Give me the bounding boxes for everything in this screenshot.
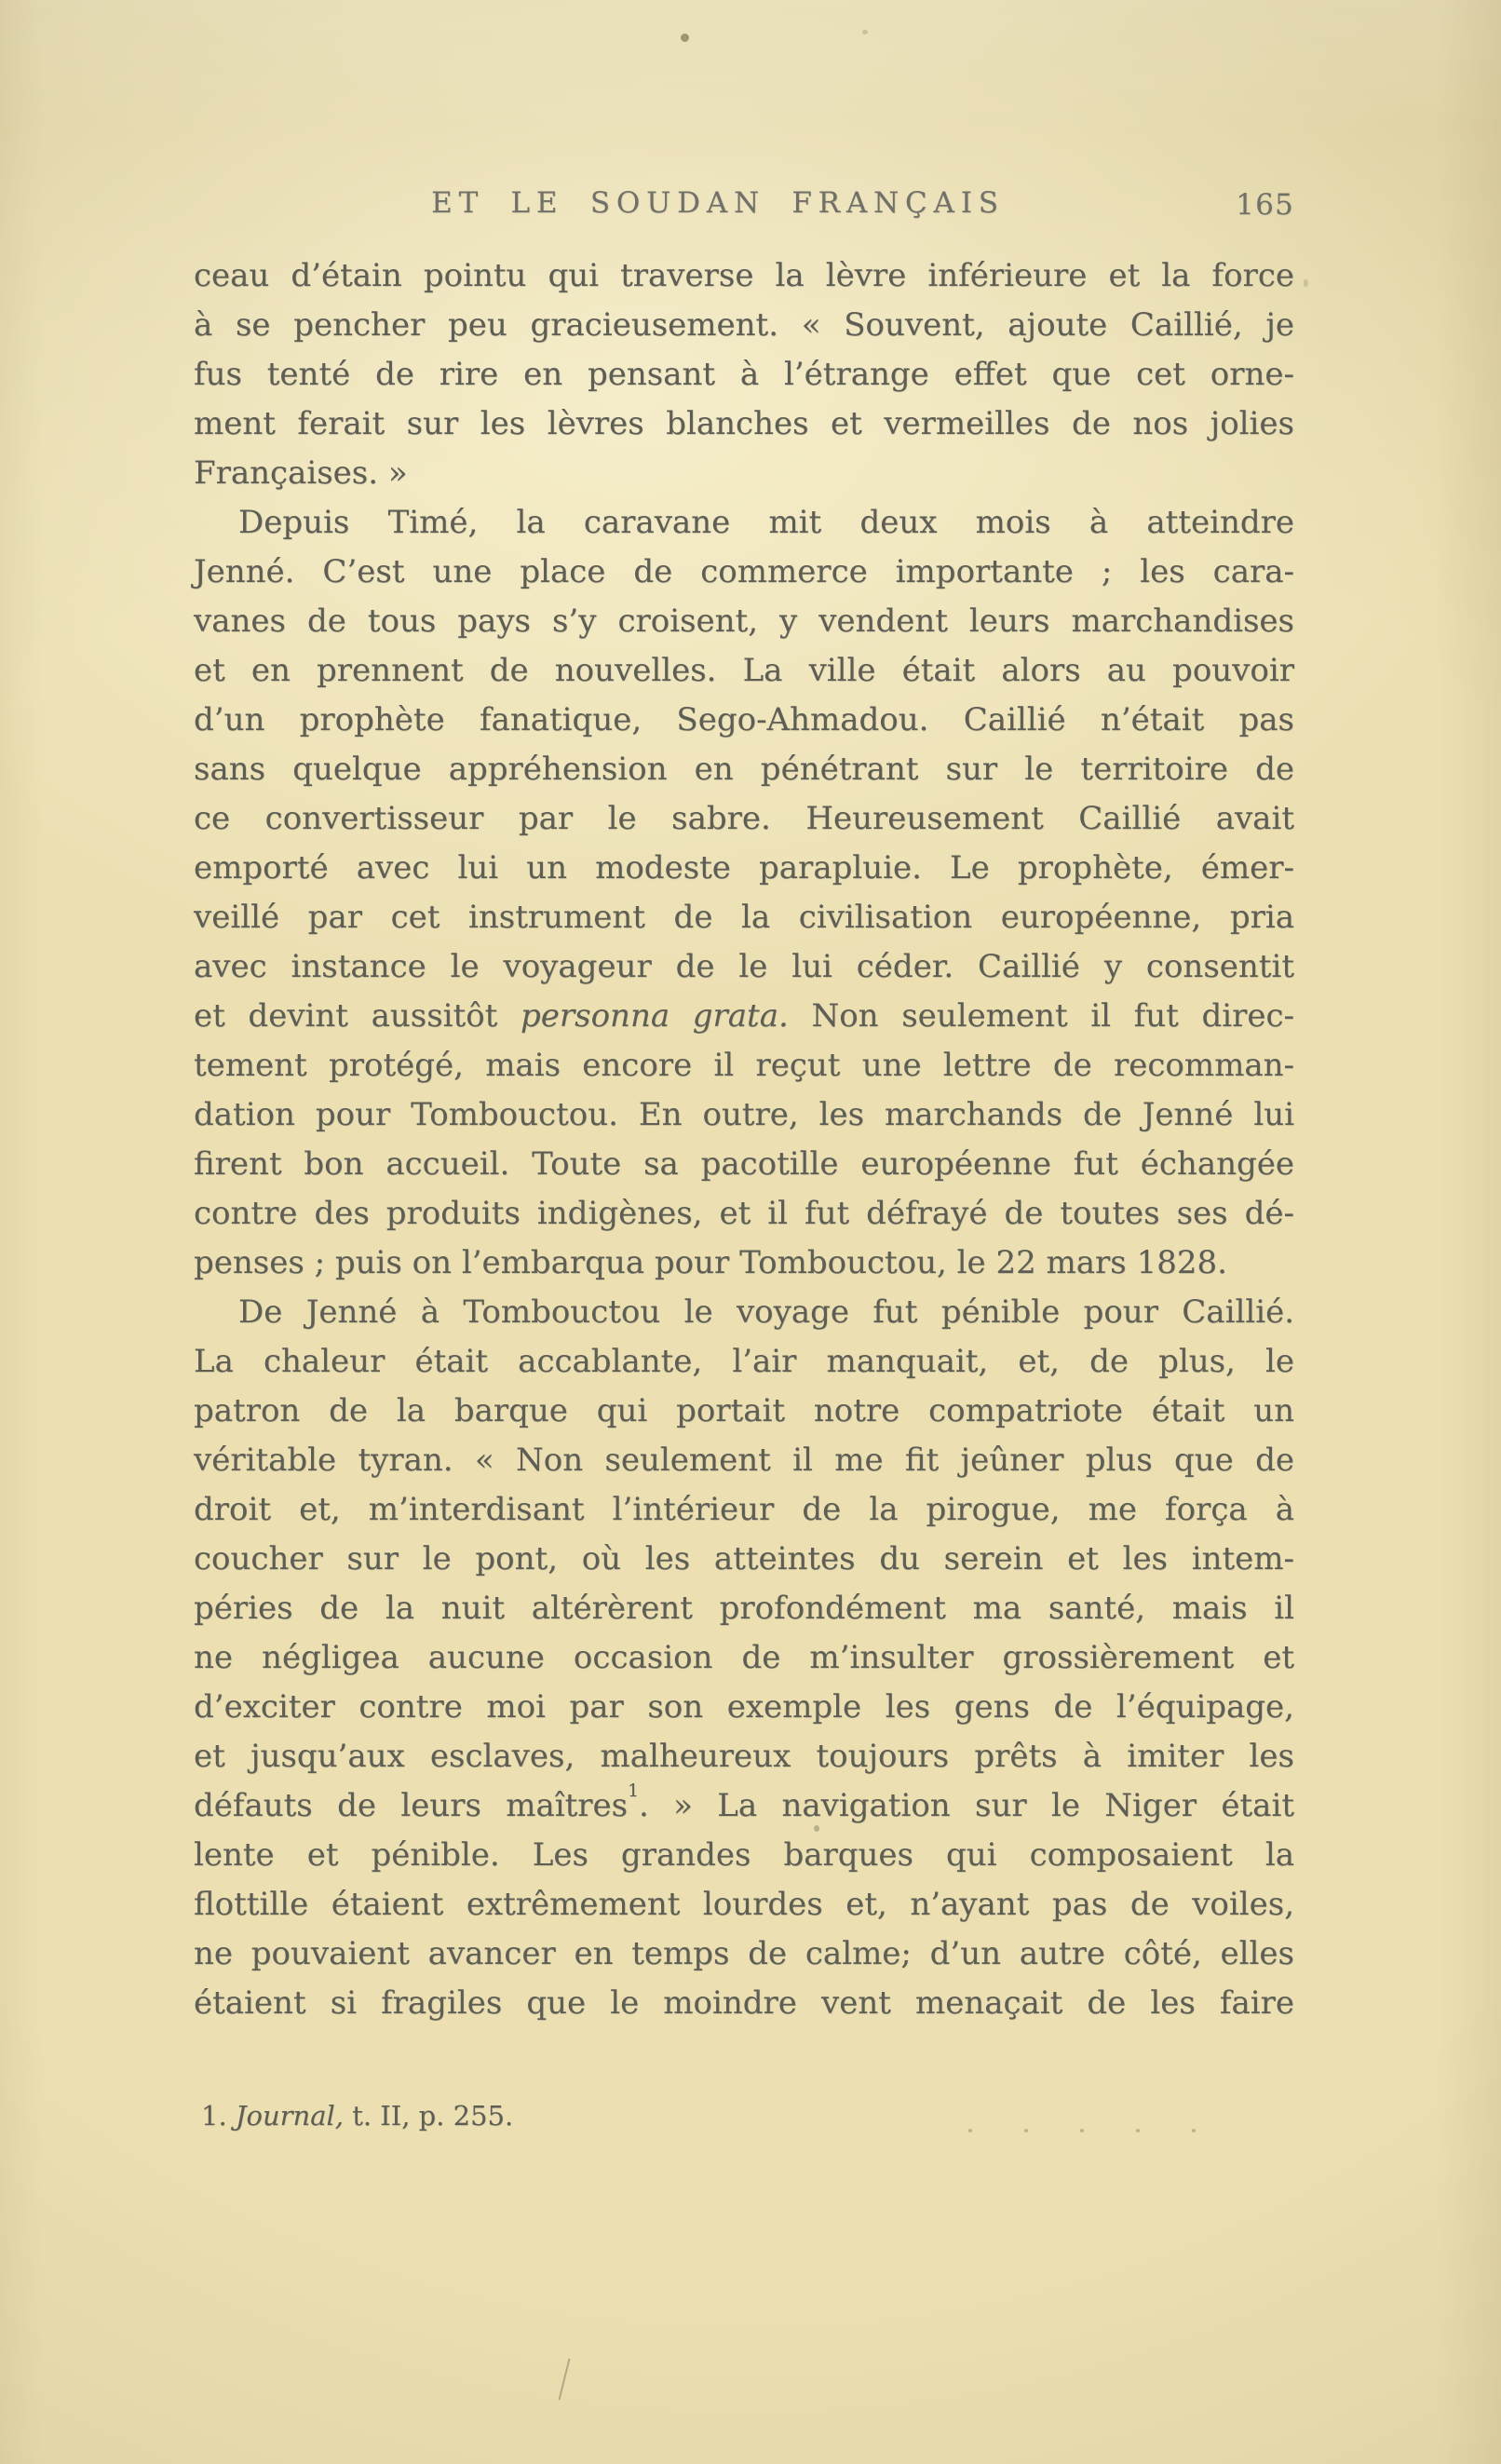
- text-line: et en prennent de nouvelles. La ville était alors au pouvoir: [194, 652, 1294, 689]
- text-line: veillé par cet instrument de la civilisation européenne, pria: [194, 899, 1294, 936]
- page-number: 165: [1236, 188, 1294, 222]
- paper-speck: [862, 30, 868, 34]
- text-line: penses ; puis on l’embarqua pour Tombouctou, le 22 mars 1828.: [194, 1244, 1227, 1281]
- text-line: Depuis Timé, la caravane mit deux mois à atteindre: [238, 504, 1294, 541]
- text-line: ceau d’étain pointu qui traverse la lèvre inférieure et la force: [194, 257, 1294, 294]
- text-line: fus tenté de rire en pensant à l’étrange effet que cet orne-: [194, 356, 1294, 393]
- text-line: étaient si fragiles que le moindre vent menaçait de les faire: [194, 1984, 1294, 2022]
- text-line: De Jenné à Tombouctou le voyage fut pénible pour Caillié.: [238, 1293, 1294, 1331]
- paper-speck: [1304, 279, 1308, 287]
- text-line: vanes de tous pays s’y croisent, y vendent leurs marchandises: [194, 602, 1294, 640]
- paper-speck: [814, 1825, 819, 1832]
- text-line: droit et, m’interdisant l’intérieur de la pirogue, me força à: [194, 1491, 1294, 1528]
- paper-marks: [968, 2129, 1276, 2136]
- text-line: firent bon accueil. Toute sa pacotille européenne fut échangée: [194, 1145, 1294, 1183]
- text-line: ne négligea aucune occasion de m’insulter grossièrement et: [194, 1639, 1294, 1676]
- text-line: et jusqu’aux esclaves, malheureux toujours prêts à imiter les: [194, 1738, 1294, 1775]
- text-line: avec instance le voyageur de le lui céder. Caillié y consentit: [194, 948, 1294, 985]
- text-line: dation pour Tombouctou. En outre, les marchands de Jenné lui: [194, 1096, 1294, 1133]
- text-line: Françaises. »: [194, 454, 408, 492]
- text-line: péries de la nuit altérèrent profondément ma santé, mais il: [194, 1590, 1294, 1627]
- text-line: ce convertisseur par le sabre. Heureusement Caillié avait: [194, 800, 1294, 837]
- text-line: emporté avec lui un modeste parapluie. Le prophète, émer-: [194, 849, 1294, 887]
- text-line: ment ferait sur les lèvres blanches et vermeilles de nos jolies: [194, 405, 1294, 442]
- text-line: La chaleur était accablante, l’air manquait, et, de plus, le: [194, 1343, 1294, 1380]
- text-line: tement protégé, mais encore il reçut une lettre de recomman-: [194, 1047, 1294, 1084]
- text-line: flottille étaient extrêmement lourdes et, n’ayant pas de voiles,: [194, 1886, 1294, 1923]
- text-line: contre des produits indigènes, et il fut défrayé de toutes ses dé-: [194, 1195, 1294, 1232]
- paragraph: [194, 1288, 1294, 2028]
- paragraph: [194, 251, 1294, 498]
- text-line: à se pencher peu gracieusement. « Souvent, ajoute Caillié, je: [194, 306, 1294, 344]
- text-line: sans quelque appréhension en pénétrant sur le territoire de: [194, 751, 1294, 788]
- text-line: d’un prophète fanatique, Sego-Ahmadou. Caillié n’était pas: [194, 701, 1294, 738]
- text-line: et devint aussitôt personna grata. Non seulement il fut direc-: [194, 997, 1294, 1035]
- paragraph: [194, 498, 1294, 1288]
- text-line: lente et pénible. Les grandes barques qui composaient la: [194, 1836, 1294, 1874]
- text-line: patron de la barque qui portait notre compatriote était un: [194, 1392, 1294, 1429]
- text-line: défauts de leurs maîtres$^1$. » La navigation sur le Niger était: [194, 1781, 1294, 1824]
- running-title: ET LE SOUDAN FRANÇAIS: [431, 186, 1005, 220]
- text-line: d’exciter contre moi par son exemple les gens de l’équipage,: [194, 1688, 1294, 1726]
- paper-scratch: [558, 2358, 570, 2400]
- paper-speck: [681, 34, 689, 42]
- text-line: véritable tyran. « Non seulement il me fit jeûner plus que de: [194, 1442, 1294, 1479]
- page-body: [194, 251, 1294, 2028]
- text-line: coucher sur le pont, où les atteintes du serein et les intem-: [194, 1540, 1294, 1577]
- text-line: ne pouvaient avancer en temps de calme; d’un autre côté, elles: [194, 1935, 1294, 1972]
- text-line: Jenné. C’est une place de commerce importante ; les cara-: [194, 553, 1294, 590]
- footnote-text: 1. Journal, t. II, p. 255.: [201, 2100, 514, 2132]
